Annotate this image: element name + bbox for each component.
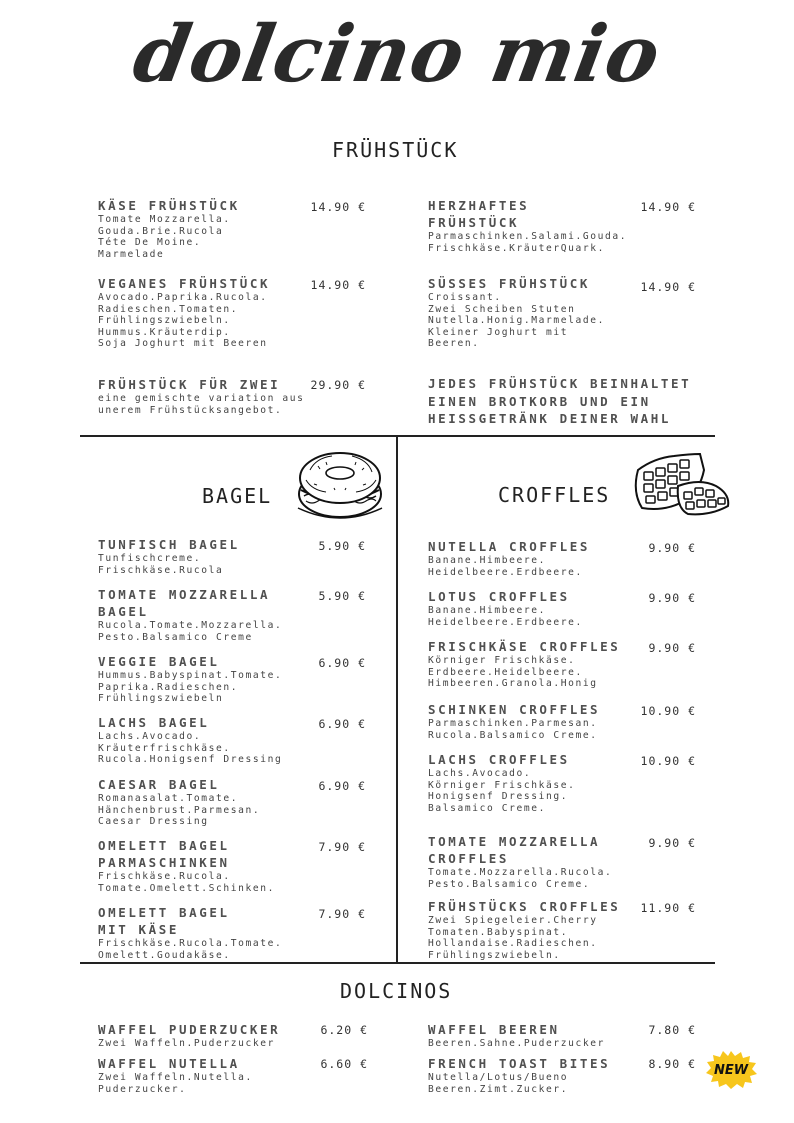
item-desc: Nutella/Lotus/Bueno Beeren.Zimt.Zucker.	[428, 1072, 569, 1095]
bagel-illustration-icon	[296, 448, 384, 522]
item-price: 9.90 €	[648, 591, 696, 605]
divider-top	[80, 435, 715, 437]
item-price: 6.90 €	[318, 779, 366, 793]
item-desc: Banane.Himbeere. Heidelbeere.Erdbeere.	[428, 605, 583, 628]
item-name: FRISCHKÄSE CROFFLES	[428, 639, 621, 654]
item-desc: Parmaschinken.Parmesan. Rucola.Balsamico Creme.	[428, 718, 598, 741]
item-price: 6.60 €	[320, 1057, 368, 1071]
item-price: 10.90 €	[640, 704, 696, 718]
item-name: LACHS BAGEL	[98, 715, 210, 730]
menu-item-suesses-fruehstueck	[428, 275, 638, 350]
croffle-item	[428, 898, 648, 961]
item-name: NUTELLA CROFFLES	[428, 539, 591, 554]
item-desc: Frischkäse.Rucola.Tomate. Omelett.Goudakäse.	[98, 938, 283, 961]
item-price: 14.90 €	[310, 278, 366, 292]
item-name: VEGGIE BAGEL	[98, 654, 220, 669]
item-price: 29.90 €	[310, 378, 366, 392]
item-desc: Zwei Waffeln.Nutella. Puderzucker.	[98, 1072, 253, 1095]
section-title-dolcinos: DOLCINOS	[340, 979, 453, 1003]
section-title-bagel: BAGEL	[202, 484, 273, 508]
section-title-fruehstueck: FRÜHSTÜCK	[332, 138, 459, 162]
menu-item-veganes-fruehstueck	[98, 275, 313, 350]
croffle-item	[428, 588, 648, 628]
item-name: OMELETT BAGEL MIT KÄSE	[98, 905, 230, 937]
item-desc: Zwei Spiegeleier.Cherry Tomaten.Babyspinat. Hollandaise.Radieschen. Frühlingszwiebeln.	[428, 915, 598, 961]
item-price: 14.90 €	[640, 200, 696, 214]
item-name: FRÜHSTÜCK FÜR ZWEI	[98, 377, 281, 392]
item-name: LACHS CROFFLES	[428, 752, 570, 767]
bagel-item	[98, 586, 318, 643]
item-desc: Lachs.Avocado. Kräuterfrischkäse. Rucola.Honigsenf Dressing	[98, 731, 283, 766]
item-name: HERZHAFTES FRÜHSTÜCK	[428, 198, 530, 230]
item-name: CAESAR BAGEL	[98, 777, 220, 792]
item-desc: Zwei Waffeln.Puderzucker	[98, 1038, 276, 1049]
divider-bottom	[80, 962, 715, 964]
dolcino-item	[98, 1055, 318, 1095]
bagel-item	[98, 714, 318, 766]
croffle-item	[428, 833, 648, 890]
item-price: 6.90 €	[318, 717, 366, 731]
divider-vertical	[396, 435, 398, 963]
item-desc: Tomate Mozzarella. Gouda.Brie.Rucola Téte De Moine. Marmelade	[98, 214, 231, 260]
bagel-item	[98, 904, 318, 961]
item-price: 14.90 €	[640, 280, 696, 294]
item-price: 5.90 €	[318, 589, 366, 603]
croffle-item	[428, 701, 648, 741]
item-name: VEGANES FRÜHSTÜCK	[98, 276, 271, 291]
croffle-item	[428, 638, 648, 690]
new-badge-label: NEW	[713, 1063, 749, 1078]
item-price: 9.90 €	[648, 541, 696, 555]
item-name: SÜSSES FRÜHSTÜCK	[428, 276, 591, 291]
croffle-item	[428, 751, 648, 814]
item-desc: Frischkäse.Rucola. Tomate.Omelett.Schinken.	[98, 871, 276, 894]
item-price: 6.20 €	[320, 1023, 368, 1037]
item-name: TOMATE MOZZARELLA BAGEL	[98, 587, 271, 619]
item-name: WAFFEL PUDERZUCKER	[98, 1022, 281, 1037]
item-price: 11.90 €	[640, 901, 696, 915]
dolcino-item	[98, 1021, 318, 1050]
item-desc: Hummus.Babyspinat.Tomate. Paprika.Radieschen. Frühlingszwiebeln	[98, 670, 283, 705]
item-desc: Beeren.Sahne.Puderzucker	[428, 1038, 606, 1049]
item-desc: Tunfischcreme. Frischkäse.Rucola	[98, 553, 224, 576]
item-name: TUNFISCH BAGEL	[98, 537, 240, 552]
dolcino-item	[428, 1055, 648, 1095]
bagel-item	[98, 536, 318, 576]
item-price: 9.90 €	[648, 641, 696, 655]
croffle-item	[428, 538, 648, 578]
item-desc: Körniger Frischkäse. Erdbeere.Heidelbeere. Himbeeren.Granola.Honig	[428, 655, 598, 690]
item-price: 9.90 €	[648, 836, 696, 850]
item-price: 5.90 €	[318, 539, 366, 553]
item-desc: Avocado.Paprika.Rucola. Radieschen.Tomaten. Frühlingszwiebeln. Hummus.Kräuterdip. Soja Joghurt mit Beeren	[98, 292, 268, 350]
waffle-illustration-icon	[630, 450, 732, 518]
item-desc: Banane.Himbeere. Heidelbeere.Erdbeere.	[428, 555, 583, 578]
item-name: LOTUS CROFFLES	[428, 589, 570, 604]
breakfast-info-note: JEDES FRÜHSTÜCK BEINHALTET EINEN BROTKORB UND EIN HEISSGETRÄNK DEINER WAHL	[428, 376, 692, 426]
item-name: WAFFEL BEEREN	[428, 1022, 560, 1037]
item-desc: Croissant. Zwei Scheiben Stuten Nutella.Honig.Marmelade. Kleiner Joghurt mit Beeren.	[428, 292, 606, 350]
item-price: 7.90 €	[318, 907, 366, 921]
dolcino-item	[428, 1021, 648, 1050]
item-name: KÄSE FRÜHSTÜCK	[98, 198, 240, 213]
item-name: OMELETT BAGEL PARMASCHINKEN	[98, 838, 230, 870]
item-desc: Parmaschinken.Salami.Gouda. Frischkäse.KräuterQuark.	[428, 231, 628, 254]
menu-item-herzhaftes-fruehstueck	[428, 197, 638, 254]
menu-item-kaese-fruehstueck	[98, 197, 308, 260]
item-price: 7.90 €	[318, 840, 366, 854]
item-name: TOMATE MOZZARELLA CROFFLES	[428, 834, 601, 866]
item-name: FRÜHSTÜCKS CROFFLES	[428, 899, 621, 914]
logo-text: dolcino mio	[126, 9, 668, 100]
item-price: 7.80 €	[648, 1023, 696, 1037]
logo	[0, 0, 794, 125]
item-desc: Lachs.Avocado. Körniger Frischkäse. Honigsenf Dressing. Balsamico Creme.	[428, 768, 576, 814]
new-badge	[704, 1049, 758, 1089]
item-price: 8.90 €	[648, 1057, 696, 1071]
item-price: 14.90 €	[310, 200, 366, 214]
item-desc: Rucola.Tomate.Mozzarella. Pesto.Balsamico Creme	[98, 620, 283, 643]
item-price: 6.90 €	[318, 656, 366, 670]
menu-item-fruehstueck-fuer-zwei	[98, 376, 313, 416]
item-desc: eine gemischte variation aus unerem Frühstücksangebot.	[98, 393, 305, 416]
item-price: 10.90 €	[640, 754, 696, 768]
item-desc: Romanasalat.Tomate. Hänchenbrust.Parmesan. Caesar Dressing	[98, 793, 261, 828]
item-name: FRENCH TOAST BITES	[428, 1056, 611, 1071]
item-name: SCHINKEN CROFFLES	[428, 702, 601, 717]
section-title-croffles: CROFFLES	[498, 483, 611, 507]
bagel-item	[98, 776, 318, 828]
item-desc: Tomate.Mozzarella.Rucola. Pesto.Balsamico Creme.	[428, 867, 613, 890]
bagel-item	[98, 653, 318, 705]
bagel-item	[98, 837, 318, 894]
item-name: WAFFEL NUTELLA	[98, 1056, 240, 1071]
